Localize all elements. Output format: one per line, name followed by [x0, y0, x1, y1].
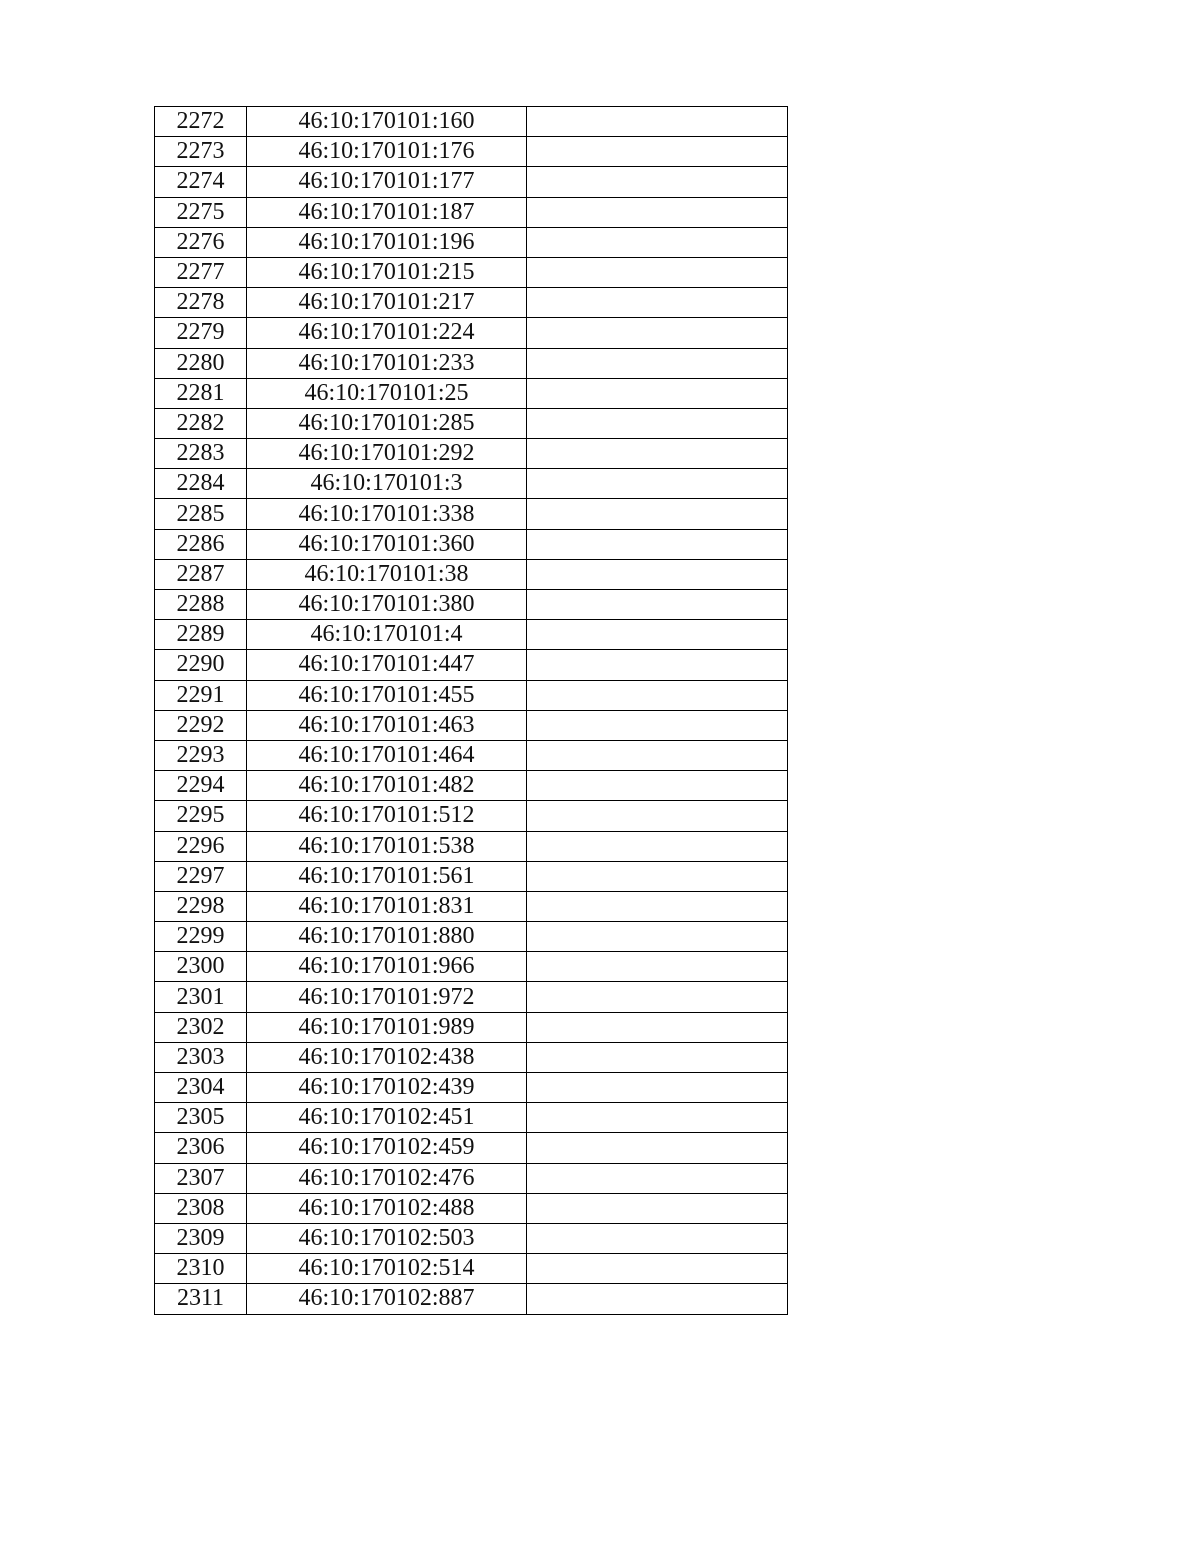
row-number-cell: 2274 — [155, 167, 247, 197]
empty-note-cell — [527, 650, 788, 680]
table-row — [155, 1193, 788, 1223]
cadastral-number-cell: 46:10:170101:38 — [247, 559, 527, 589]
empty-note-cell — [527, 439, 788, 469]
row-number-cell: 2280 — [155, 348, 247, 378]
empty-note-cell — [527, 167, 788, 197]
empty-note-cell — [527, 982, 788, 1012]
empty-note-cell — [527, 740, 788, 770]
row-number-cell: 2296 — [155, 831, 247, 861]
row-number-cell: 2282 — [155, 408, 247, 438]
table-row — [155, 680, 788, 710]
table-row — [155, 801, 788, 831]
cadastral-number-cell: 46:10:170101:482 — [247, 771, 527, 801]
empty-note-cell — [527, 529, 788, 559]
table-row — [155, 167, 788, 197]
table-row — [155, 107, 788, 137]
table-row — [155, 710, 788, 740]
row-number-cell: 2278 — [155, 288, 247, 318]
empty-note-cell — [527, 469, 788, 499]
row-number-cell: 2306 — [155, 1133, 247, 1163]
table-row — [155, 982, 788, 1012]
row-number-cell: 2299 — [155, 922, 247, 952]
empty-note-cell — [527, 1133, 788, 1163]
row-number-cell: 2284 — [155, 469, 247, 499]
empty-note-cell — [527, 922, 788, 952]
row-number-cell: 2291 — [155, 680, 247, 710]
empty-note-cell — [527, 1163, 788, 1193]
empty-note-cell — [527, 891, 788, 921]
empty-note-cell — [527, 801, 788, 831]
row-number-cell: 2309 — [155, 1223, 247, 1253]
table-row — [155, 1284, 788, 1314]
row-number-cell: 2307 — [155, 1163, 247, 1193]
row-number-cell: 2279 — [155, 318, 247, 348]
row-number-cell: 2277 — [155, 257, 247, 287]
cadastral-number-cell: 46:10:170101:831 — [247, 891, 527, 921]
cadastral-number-cell: 46:10:170101:177 — [247, 167, 527, 197]
cadastral-number-cell: 46:10:170102:438 — [247, 1042, 527, 1072]
table-row — [155, 650, 788, 680]
row-number-cell: 2310 — [155, 1254, 247, 1284]
cadastral-number-cell: 46:10:170101:285 — [247, 408, 527, 438]
cadastral-number-cell: 46:10:170102:451 — [247, 1103, 527, 1133]
cadastral-number-cell: 46:10:170102:439 — [247, 1073, 527, 1103]
row-number-cell: 2272 — [155, 107, 247, 137]
empty-note-cell — [527, 559, 788, 589]
cadastral-number-cell: 46:10:170101:463 — [247, 710, 527, 740]
empty-note-cell — [527, 257, 788, 287]
table-row — [155, 318, 788, 348]
empty-note-cell — [527, 197, 788, 227]
table-row — [155, 771, 788, 801]
table-row — [155, 1223, 788, 1253]
empty-note-cell — [527, 590, 788, 620]
row-number-cell: 2292 — [155, 710, 247, 740]
row-number-cell: 2302 — [155, 1012, 247, 1042]
row-number-cell: 2294 — [155, 771, 247, 801]
table-row — [155, 257, 788, 287]
table-row — [155, 952, 788, 982]
table-row — [155, 1012, 788, 1042]
empty-note-cell — [527, 318, 788, 348]
row-number-cell: 2275 — [155, 197, 247, 227]
table-row — [155, 590, 788, 620]
cadastral-number-cell: 46:10:170102:459 — [247, 1133, 527, 1163]
row-number-cell: 2304 — [155, 1073, 247, 1103]
table-row — [155, 227, 788, 257]
row-number-cell: 2301 — [155, 982, 247, 1012]
empty-note-cell — [527, 680, 788, 710]
empty-note-cell — [527, 771, 788, 801]
cadastral-number-cell: 46:10:170102:488 — [247, 1193, 527, 1223]
table-row — [155, 861, 788, 891]
empty-note-cell — [527, 288, 788, 318]
cadastral-number-cell: 46:10:170101:966 — [247, 952, 527, 982]
table-row — [155, 1103, 788, 1133]
empty-note-cell — [527, 620, 788, 650]
empty-note-cell — [527, 1012, 788, 1042]
row-number-cell: 2293 — [155, 740, 247, 770]
empty-note-cell — [527, 831, 788, 861]
cadastral-number-cell: 46:10:170101:972 — [247, 982, 527, 1012]
table-row — [155, 408, 788, 438]
table-row — [155, 499, 788, 529]
empty-note-cell — [527, 137, 788, 167]
cadastral-number-cell: 46:10:170101:338 — [247, 499, 527, 529]
table-row — [155, 1163, 788, 1193]
cadastral-number-cell: 46:10:170101:217 — [247, 288, 527, 318]
cadastral-number-cell: 46:10:170101:233 — [247, 348, 527, 378]
cadastral-number-cell: 46:10:170101:196 — [247, 227, 527, 257]
table-row — [155, 1254, 788, 1284]
empty-note-cell — [527, 1193, 788, 1223]
row-number-cell: 2297 — [155, 861, 247, 891]
table-row — [155, 378, 788, 408]
table-row — [155, 620, 788, 650]
empty-note-cell — [527, 378, 788, 408]
table-row — [155, 529, 788, 559]
table-row — [155, 288, 788, 318]
table-row — [155, 1133, 788, 1163]
cadastral-number-cell: 46:10:170101:292 — [247, 439, 527, 469]
empty-note-cell — [527, 499, 788, 529]
table-row — [155, 348, 788, 378]
row-number-cell: 2305 — [155, 1103, 247, 1133]
cadastral-number-cell: 46:10:170101:25 — [247, 378, 527, 408]
row-number-cell: 2287 — [155, 559, 247, 589]
row-number-cell: 2276 — [155, 227, 247, 257]
row-number-cell: 2295 — [155, 801, 247, 831]
row-number-cell: 2283 — [155, 439, 247, 469]
empty-note-cell — [527, 1284, 788, 1314]
empty-note-cell — [527, 408, 788, 438]
cadastral-number-cell: 46:10:170101:160 — [247, 107, 527, 137]
table-body — [155, 107, 788, 1315]
cadastral-number-cell: 46:10:170101:3 — [247, 469, 527, 499]
cadastral-number-cell: 46:10:170101:989 — [247, 1012, 527, 1042]
empty-note-cell — [527, 1103, 788, 1133]
row-number-cell: 2303 — [155, 1042, 247, 1072]
empty-note-cell — [527, 348, 788, 378]
row-number-cell: 2298 — [155, 891, 247, 921]
cadastral-number-cell: 46:10:170101:512 — [247, 801, 527, 831]
table-row — [155, 1042, 788, 1072]
cadastral-number-cell: 46:10:170101:4 — [247, 620, 527, 650]
row-number-cell: 2289 — [155, 620, 247, 650]
cadastral-number-cell: 46:10:170101:447 — [247, 650, 527, 680]
cadastral-number-cell: 46:10:170101:187 — [247, 197, 527, 227]
cadastral-number-cell: 46:10:170101:464 — [247, 740, 527, 770]
table-row — [155, 197, 788, 227]
cadastral-number-cell: 46:10:170102:887 — [247, 1284, 527, 1314]
empty-note-cell — [527, 1223, 788, 1253]
table-row — [155, 469, 788, 499]
table-row — [155, 831, 788, 861]
row-number-cell: 2290 — [155, 650, 247, 680]
empty-note-cell — [527, 1073, 788, 1103]
cadastral-number-cell: 46:10:170101:538 — [247, 831, 527, 861]
empty-note-cell — [527, 227, 788, 257]
empty-note-cell — [527, 1254, 788, 1284]
table-row — [155, 439, 788, 469]
empty-note-cell — [527, 1042, 788, 1072]
row-number-cell: 2281 — [155, 378, 247, 408]
row-number-cell: 2311 — [155, 1284, 247, 1314]
cadastral-number-cell: 46:10:170102:514 — [247, 1254, 527, 1284]
table-row — [155, 891, 788, 921]
row-number-cell: 2286 — [155, 529, 247, 559]
empty-note-cell — [527, 710, 788, 740]
row-number-cell: 2300 — [155, 952, 247, 982]
cadastral-number-cell: 46:10:170102:503 — [247, 1223, 527, 1253]
cadastral-number-cell: 46:10:170101:455 — [247, 680, 527, 710]
row-number-cell: 2273 — [155, 137, 247, 167]
cadastral-number-cell: 46:10:170101:561 — [247, 861, 527, 891]
table-row — [155, 1073, 788, 1103]
cadastral-number-cell: 46:10:170101:380 — [247, 590, 527, 620]
row-number-cell: 2308 — [155, 1193, 247, 1223]
cadastral-number-cell: 46:10:170101:224 — [247, 318, 527, 348]
cadastral-table — [154, 106, 788, 1315]
empty-note-cell — [527, 861, 788, 891]
empty-note-cell — [527, 107, 788, 137]
table-row — [155, 740, 788, 770]
empty-note-cell — [527, 952, 788, 982]
cadastral-number-cell: 46:10:170101:176 — [247, 137, 527, 167]
cadastral-number-cell: 46:10:170102:476 — [247, 1163, 527, 1193]
row-number-cell: 2285 — [155, 499, 247, 529]
table-row — [155, 922, 788, 952]
row-number-cell: 2288 — [155, 590, 247, 620]
cadastral-number-cell: 46:10:170101:880 — [247, 922, 527, 952]
cadastral-number-cell: 46:10:170101:215 — [247, 257, 527, 287]
table-row — [155, 137, 788, 167]
cadastral-number-cell: 46:10:170101:360 — [247, 529, 527, 559]
table-row — [155, 559, 788, 589]
